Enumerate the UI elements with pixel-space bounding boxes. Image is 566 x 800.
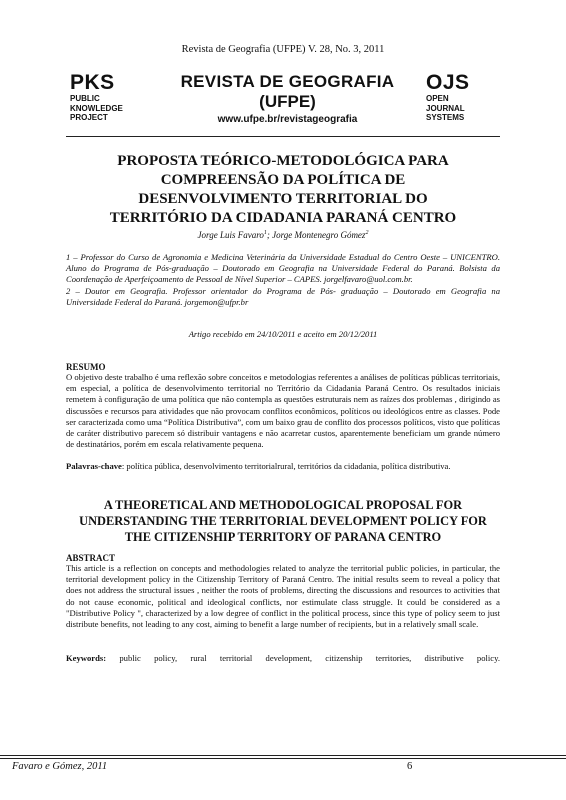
received-date: Artigo recebido em 24/10/2011 e aceito em 20/12/2011 bbox=[188, 329, 378, 339]
abstract-text: This article is a reflection on concepts and methodologies related to analyze the territorial public policies, in particular, the territorial development policy in the Citizenship Territory of Paraná Centro. The initial results seem to reveal a policy that does not address the structural issues , neither the roots of problems, directing the discussions and resources to activities that do not cause economic, political and ideological conflicts, nor estimulate class struggle. It could be considered as a "Distributive Policy ", characterized by a low degree of conflict in the political process, since this type of policy seem to just distribute benefits, not leading to any cost, aiming to benefit a large number of recipients, but in a relatively small scale. bbox=[66, 563, 500, 630]
author-separator: ; bbox=[266, 230, 273, 240]
affiliation-2: 2 – Doutor em Geografia. Professor orientador do Programa de Pós- graduação – Doutorado em Geografia na Universidade Federal do Paraná. jorgemon@ufpr.br bbox=[66, 285, 500, 307]
keywords bbox=[66, 653, 500, 664]
journal-header: Revista de Geografia (UFPE) V. 28, No. 3, 2011 bbox=[181, 44, 385, 55]
page-number: 6 bbox=[407, 761, 413, 772]
ojs-line-1: OPEN bbox=[426, 94, 449, 103]
paper-title-english: A THEORETICAL AND METHODOLOGICAL PROPOSAL FOR UNDERSTANDING THE TERRITORIAL DEVELOPMENT POLICY FOR THE CITIZENSHIP TERRITORY OF PARANA CENTRO bbox=[79, 498, 487, 544]
journal-name: REVISTA DE GEOGRAFIA bbox=[180, 72, 395, 91]
palavras-chave-label: Palavras-chave bbox=[66, 461, 122, 471]
journal-url: www.ufpe.br/revistageografia bbox=[217, 114, 358, 125]
pks-line-2: KNOWLEDGE bbox=[70, 103, 123, 113]
paper-title-portuguese: PROPOSTA TEÓRICO-METODOLÓGICA PARA COMPREENSÃO DA POLÍTICA DE DESENVOLVIMENTO TERRITORIAL DO TERRITÓRIO DA CIDADANIA PARANÁ CENTRO bbox=[109, 153, 457, 226]
affiliation-1: 1 – Professor do Curso de Agronomia e Medicina Veterinária da Universidade Estadual do Centro Oeste – UNICENTRO. Aluno do Programa de Pós-graduação – Doutorado em Geografia na Universidade Federal do Paraná. Bolsista da Coordenação de Aperfeiçoamento de Pessoal de Nível Superior – CAPES. jorgelfavaro@uol.com.br. bbox=[66, 252, 500, 285]
abstract-heading: ABSTRACT bbox=[66, 553, 116, 563]
journal-masthead-title bbox=[155, 72, 420, 126]
journal-institution: (UFPE) bbox=[259, 92, 316, 111]
author-2-marker: 2 bbox=[365, 230, 369, 236]
affiliations bbox=[66, 252, 500, 308]
footer-rule-bottom bbox=[0, 758, 566, 759]
footer-rule-top bbox=[0, 755, 566, 756]
keywords-label: Keywords: bbox=[66, 653, 107, 663]
ojs-line-2: JOURNAL bbox=[426, 103, 465, 113]
author-1-marker: 1 bbox=[263, 230, 267, 236]
author-2: Jorge Montenegro Gómez bbox=[272, 230, 366, 240]
masthead bbox=[70, 72, 496, 134]
keywords-list: public policy, rural territorial development, citizenship territories, distributive policy. bbox=[106, 653, 500, 663]
palavras-chave bbox=[66, 461, 500, 472]
pks-line-3: PROJECT bbox=[70, 113, 108, 122]
footer-citation: Favaro e Gómez, 2011 bbox=[12, 761, 108, 772]
ojs-abbrev: OJS bbox=[426, 71, 470, 94]
pks-abbrev: PKS bbox=[70, 71, 115, 94]
pks-logo bbox=[70, 72, 150, 123]
masthead-divider bbox=[66, 136, 500, 137]
author-1: Jorge Luis Favaro bbox=[197, 230, 264, 240]
ojs-logo bbox=[426, 72, 506, 123]
palavras-chave-list: : política pública, desenvolvimento territorialrural, territórios da cidadania, política distributiva. bbox=[121, 461, 451, 471]
ojs-line-3: SYSTEMS bbox=[426, 113, 465, 122]
resumo-heading: RESUMO bbox=[66, 362, 106, 372]
resumo-text: O objetivo deste trabalho é uma reflexão sobre conceitos e metodologias referentes a análises de políticas públicas territoriais, em especial, a política de desenvolvimento territorial no Território da Cidadania Paraná Centro. Os resultados iniciais remetem à configuração de uma política que não contempla as questões estruturais nem as raízes dos problemas , dirigindo as discussões e recursos para atividades que não provocam conflitos econômicos, políticos ou ideológicos entre as classes. Pode ser caracterizada como uma “Política Distributiva”, com um baixo grau de conflito dos processos políticos, visto que políticas de caráter distributivo parecem só distribuir vantagens e não acarretar custos, aparentemente beneficiam um grande número de destinatários, porém em escala relativamente pequena. bbox=[66, 372, 500, 450]
pks-line-1: PUBLIC bbox=[70, 94, 100, 103]
author-line bbox=[0, 230, 566, 240]
